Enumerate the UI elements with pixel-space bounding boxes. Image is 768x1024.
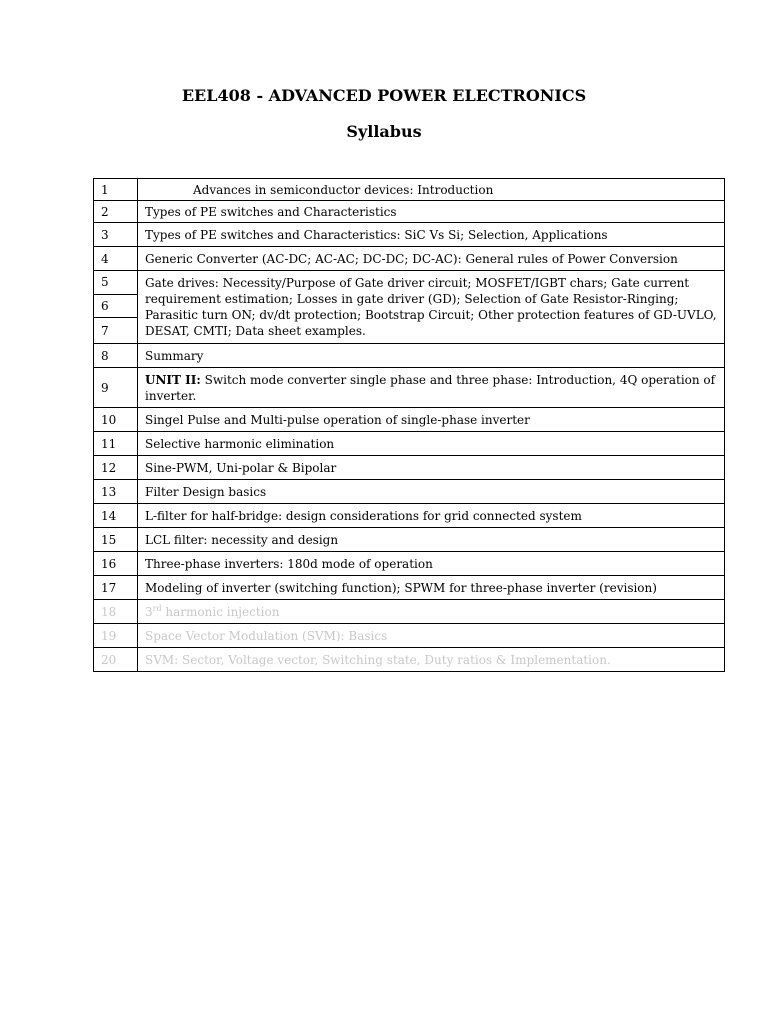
- row-number: 8: [94, 344, 138, 368]
- row-topic: Selective harmonic elimination: [138, 432, 725, 456]
- table-row: [94, 600, 725, 624]
- row-topic: Generic Converter (AC-DC; AC-AC; DC-DC; DC-AC): General rules of Power Conversion: [138, 247, 725, 271]
- table-row: [94, 368, 725, 408]
- table-row: [94, 528, 725, 552]
- row-number: 7: [94, 318, 138, 344]
- table-row: [94, 480, 725, 504]
- row-topic: Space Vector Modulation (SVM): Basics: [138, 624, 725, 648]
- table-row: [94, 408, 725, 432]
- row-number: 13: [94, 480, 138, 504]
- row-topic-text: Switch mode converter single phase and three phase: Introduction, 4Q operation of inverter.: [145, 372, 716, 403]
- row-number: 5: [94, 271, 138, 295]
- table-row: [94, 344, 725, 368]
- row-topic: LCL filter: necessity and design: [138, 528, 725, 552]
- row-topic-text: 3: [145, 604, 153, 619]
- row-topic: Modeling of inverter (switching function); SPWM for three-phase inverter (revision): [138, 576, 725, 600]
- table-row: [94, 179, 725, 201]
- syllabus-table: [93, 178, 725, 672]
- row-topic: Types of PE switches and Characteristics: SiC Vs Si; Selection, Applications: [138, 223, 725, 247]
- row-number: 3: [94, 223, 138, 247]
- superscript: rd: [152, 603, 162, 613]
- row-number: 1: [94, 179, 138, 201]
- table-row: [94, 247, 725, 271]
- table-row: [94, 432, 725, 456]
- table-row: [94, 504, 725, 528]
- row-number: 6: [94, 294, 138, 318]
- row-topic: Singel Pulse and Multi-pulse operation of single-phase inverter: [138, 408, 725, 432]
- row-topic: Three-phase inverters: 180d mode of operation: [138, 552, 725, 576]
- row-topic: [138, 368, 725, 408]
- row-topic-merged: Gate drives: Necessity/Purpose of Gate driver circuit; MOSFET/IGBT chars; Gate current requirement estimation; Losses in gate driver (GD); Selection of Gate Resistor-Ringing; Parasitic turn ON; dv/dt protection; Bootstrap Circuit; Other protection features of GD-UVLO, DESAT, CMTI; Data sheet examples.: [138, 271, 725, 344]
- document-title: EEL408 - ADVANCED POWER ELECTRONICS: [181, 86, 587, 105]
- row-topic: Sine-PWM, Uni-polar & Bipolar: [138, 456, 725, 480]
- row-number: 16: [94, 552, 138, 576]
- table-row: [94, 648, 725, 672]
- row-number: 4: [94, 247, 138, 271]
- table-row: [94, 552, 725, 576]
- row-number: 17: [94, 576, 138, 600]
- row-topic-text: Advances in semiconductor devices: Introduction: [193, 182, 494, 197]
- unit-label: UNIT II:: [145, 372, 201, 387]
- table-row: [94, 576, 725, 600]
- table-row: [94, 456, 725, 480]
- row-topic: Types of PE switches and Characteristics: [138, 201, 725, 223]
- table-row: [94, 271, 725, 295]
- row-topic: L-filter for half-bridge: design considerations for grid connected system: [138, 504, 725, 528]
- row-number: 19: [94, 624, 138, 648]
- document-subtitle: Syllabus: [346, 122, 422, 141]
- row-number: 11: [94, 432, 138, 456]
- table-row: [94, 201, 725, 223]
- row-number: 10: [94, 408, 138, 432]
- row-topic: Summary: [138, 344, 725, 368]
- row-number: 12: [94, 456, 138, 480]
- row-topic-text: harmonic injection: [161, 604, 280, 619]
- row-number: 2: [94, 201, 138, 223]
- row-number: 9: [94, 368, 138, 408]
- table-row: [94, 223, 725, 247]
- row-topic: Filter Design basics: [138, 480, 725, 504]
- row-number: 15: [94, 528, 138, 552]
- row-topic: [138, 179, 725, 201]
- row-topic: [138, 600, 725, 624]
- table-row: [94, 624, 725, 648]
- row-topic: SVM: Sector, Voltage vector, Switching state, Duty ratios & Implementation.: [138, 648, 725, 672]
- row-number: 20: [94, 648, 138, 672]
- row-number: 14: [94, 504, 138, 528]
- row-number: 18: [94, 600, 138, 624]
